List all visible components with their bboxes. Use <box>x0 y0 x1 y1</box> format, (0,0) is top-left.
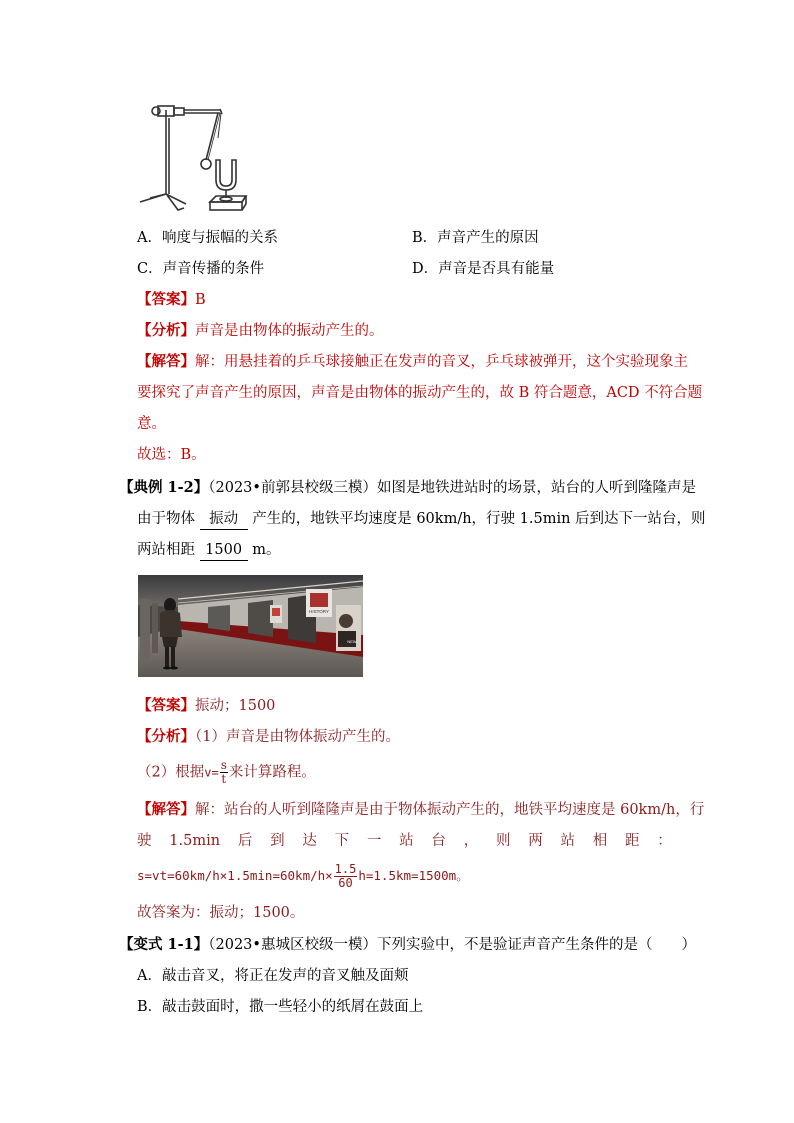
option-b: B．声音产生的原因 <box>412 230 539 246</box>
analysis-text: 声音是由物体的振动产生的。 <box>195 323 384 339</box>
calc-fraction: $\frac{1.5}{60}$ <box>334 862 357 890</box>
ex12-analysis2: （2）根据v= $\frac{s}{t}$ 来计算路程。 <box>137 758 316 786</box>
var11-option-a: A．敲击音叉，将正在发声的音叉触及面颊 <box>137 968 409 984</box>
ex12-tag: 【典例 1-2】 <box>119 479 209 496</box>
subway-photo <box>138 575 363 677</box>
q1-solution-line2: 要探究了声音产生的原因，声音是由物体的振动产生的，故 B 符合题意，ACD 不符合题 <box>137 385 703 401</box>
q1-solution-line1: 【解答】解：用悬挂着的乒乓球接触正在发声的音叉，乒乓球被弹开，这个实验现象主 <box>137 353 688 370</box>
poster-sign-2: NEW <box>347 639 357 644</box>
ex12-final: 故答案为：振动；1500。 <box>137 905 305 921</box>
var11-question: 【变式 1-1】（2023•惠城区校级一模）下列实验中，不是验证声音产生条件的是（ ） <box>119 936 696 953</box>
ex12-line2: 由于物体 振动 产生的，地铁平均速度是 60km/h，行驶 1.5min 后到达下一站台，则 <box>137 509 706 530</box>
option-a: A．响度与振幅的关系 <box>137 230 278 246</box>
ex12-calc: s=vt=60km/h×1.5min=60km/h× $\frac{1.5}{60}$ h=1.5km=1500m。 <box>137 862 469 890</box>
option-c: C．声音传播的条件 <box>137 261 265 277</box>
q1-analysis <box>137 321 384 341</box>
q1-choose: 故选：B。 <box>137 447 206 463</box>
ex12-solution-line2: 驶 1.5min 后 到 达 下 一 站 台 ， 则 两 站 相 距 ： <box>137 833 672 849</box>
blank-2: 1500 <box>200 540 248 561</box>
formula-fraction: $\frac{s}{t}$ <box>220 758 227 786</box>
solution-tag: 【解答】 <box>137 353 195 370</box>
ex12-source: （2023•前郭县校级三模） <box>208 480 377 496</box>
analysis-tag: 【分析】 <box>137 322 195 339</box>
q1-solution-line3: 意。 <box>137 416 166 432</box>
option-d: D．声音是否具有能量 <box>412 261 555 277</box>
answer-value: B <box>195 292 206 308</box>
blank-1: 振动 <box>200 509 248 530</box>
var11-option-b: B．敲击鼓面时，撒一些轻小的纸屑在鼓面上 <box>137 999 424 1015</box>
ex12-answer: 【答案】振动；1500 <box>137 697 276 714</box>
answer-tag: 【答案】 <box>137 291 195 308</box>
ex12-analysis1: 【分析】（1）声音是由物体振动产生的。 <box>137 728 400 745</box>
ex12-solution-line1: 【解答】解：站台的人听到隆隆声是由于物体振动产生的，地铁平均速度是 60km/h，行 <box>137 801 705 818</box>
ex12-line3: 两站相距 1500 m。 <box>137 540 280 561</box>
q1-answer <box>137 290 206 310</box>
ex12-line1: 【典例 1-2】（2023•前郭县校级三模）如图是地铁进站时的场景，站台的人听到隆隆声是 <box>119 479 696 496</box>
poster-sign-1: HISTORY <box>309 609 329 614</box>
tuning-fork-figure <box>138 98 248 214</box>
